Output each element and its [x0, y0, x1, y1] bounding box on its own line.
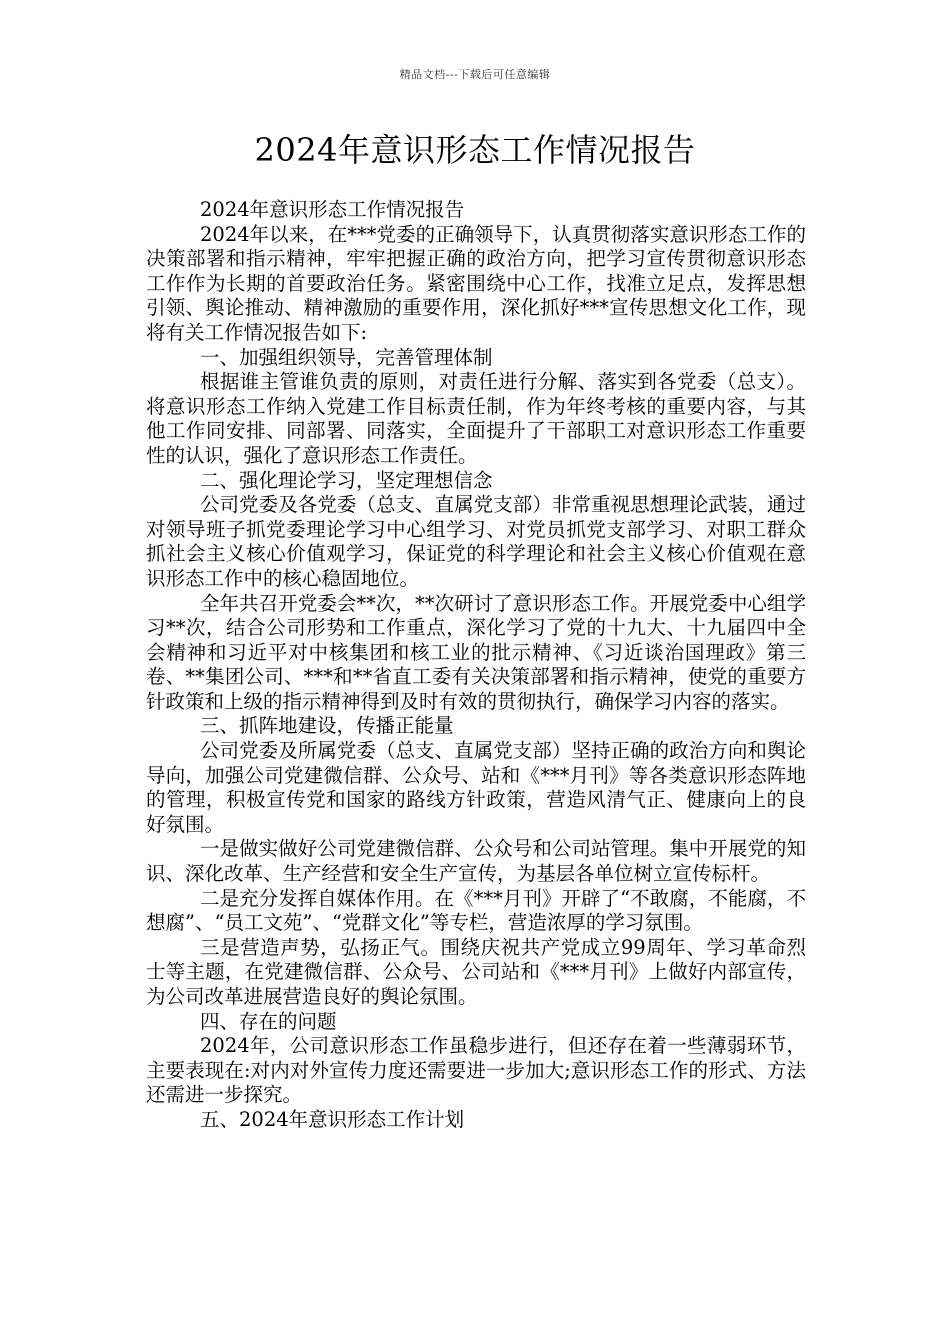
- body-paragraph: 一是做实做好公司党建微信群、公众号和公司站管理。集中开展党的知识、深化改革、生产经营和安全生产宣传，为基层各单位树立宣传标杆。: [146, 837, 806, 886]
- section-heading-2: 二、强化理论学习，坚定理想信念: [200, 468, 493, 492]
- section-heading-4: 四、存在的问题: [200, 1009, 337, 1033]
- body-paragraph: 二是充分发挥自媒体作用。在《***月刊》开辟了“不敢腐，不能腐，不想腐”、“员工文苑”、“党群文化”等专栏，营造浓厚的学习氛围。: [146, 886, 806, 935]
- body-paragraph: 2024年，公司意识形态工作虽稳步进行，但还存在着一些薄弱环节，主要表现在:对内对外宣传力度还需要进一步加大;意识形态工作的形式、方法还需进一步探究。: [146, 1034, 806, 1107]
- section-heading-1: 一、加强组织领导，完善管理体制: [200, 345, 493, 369]
- document-body: [146, 198, 806, 1133]
- body-paragraph: 公司党委及各党委（总支、直属党支部）非常重视思想理论武装，通过对领导班子抓党委理论学习中心组学习、对党员抓党支部学习、对职工群众抓社会主义核心价值观学习，保证党的科学理论和社会主义核心价值观在意识形态工作中的核心稳固地位。: [146, 493, 806, 590]
- intro-paragraph: 2024年以来，在***党委的正确领导下，认真贯彻落实意识形态工作的决策部署和指示精神，牢牢把握正确的政治方向，把学习宣传贯彻意识形态工作作为长期的首要政治任务。紧密围绕中心工作，找准立足点，发挥思想引领、舆论推动、精神激励的重要作用，深化抓好***宣传思想文化工作，现将有关工作情况报告如下:: [146, 222, 806, 344]
- section-heading-3: 三、抓阵地建设，传播正能量: [200, 714, 454, 738]
- subtitle-paragraph: 2024年意识形态工作情况报告: [200, 198, 465, 221]
- document-title: 2024年意识形态工作情况报告: [254, 131, 696, 169]
- body-paragraph: 根据谁主管谁负责的原则，对责任进行分解、落实到各党委（总支）。将意识形态工作纳入党建工作目标责任制，作为年终考核的重要内容，与其他工作同安排、同部署、同落实，全面提升了干部职工对意识形态工作重要性的认识，强化了意识形态工作责任。: [146, 370, 806, 467]
- section-heading-5: 五、2024年意识形态工作计划: [200, 1107, 465, 1131]
- body-paragraph: 全年共召开党委会**次，**次研讨了意识形态工作。开展党委中心组学习**次，结合公司形势和工作重点，深化学习了党的十九大、十九届四中全会精神和习近平对中核集团和核工业的批示精神、《习近谈治国理政》第三卷、**集团公司、***和**省直工委有关决策部署和指示精神，使党的重要方针政策和上级的指示精神得到及时有效的贯彻执行，确保学习内容的落实。: [146, 591, 806, 713]
- header-note: 精品文档---下载后可任意编辑: [399, 68, 551, 81]
- body-paragraph: 公司党委及所属党委（总支、直属党支部）坚持正确的政治方向和舆论导向，加强公司党建微信群、公众号、站和《***月刊》等各类意识形态阵地的管理，积极宣传党和国家的路线方针政策，营造风清气正、健康向上的良好氛围。: [146, 739, 806, 836]
- body-paragraph: 三是营造声势，弘扬正气。围绕庆祝共产党成立99周年、学习革命烈士等主题，在党建微信群、公众号、公司站和《***月刊》上做好内部宣传，为公司改革进展营造良好的舆论氛围。: [146, 935, 806, 1008]
